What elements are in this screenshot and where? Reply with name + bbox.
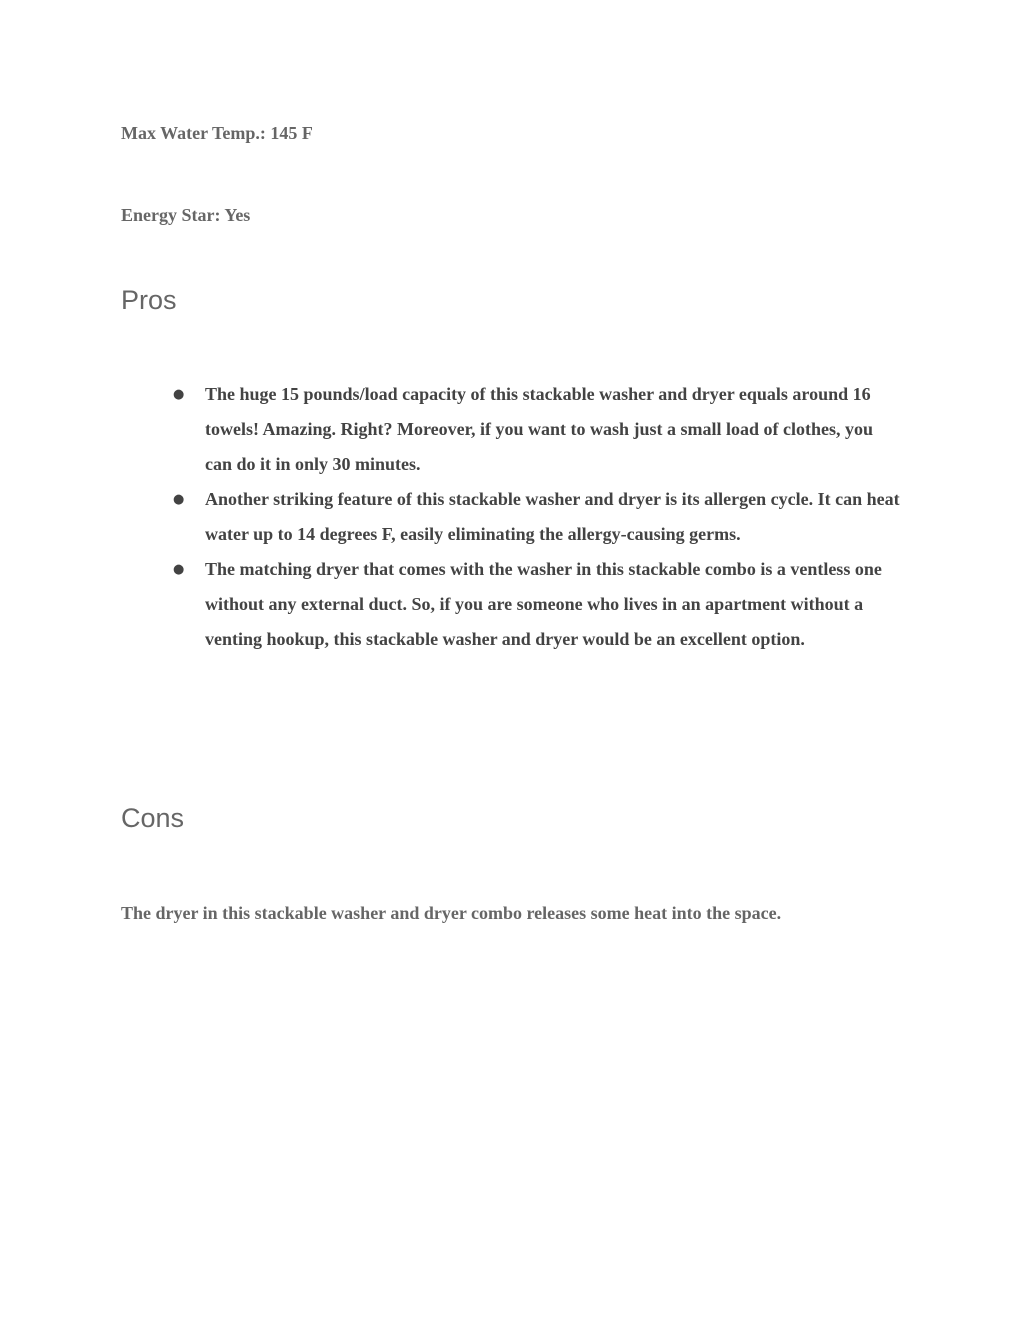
spec-energy-star: Energy Star: Yes: [121, 205, 251, 225]
bullet-icon: ●: [173, 387, 185, 402]
cons-text: The dryer in this stackable washer and dryer combo releases some heat into the space.: [121, 903, 782, 923]
pros-heading: Pros: [121, 285, 177, 315]
list-item-text: The huge 15 pounds/load capacity of this stackable washer and dryer equals around 16 towels! Amazing. Right? Moreover, if you want to wash just a small load of clothes, you can do it in only 30 minutes.: [205, 384, 873, 474]
list-item: [170, 377, 900, 482]
list-item: [170, 552, 900, 657]
cons-heading: Cons: [121, 803, 185, 833]
spec-max-water-temp: Max Water Temp.: 145 F: [121, 123, 313, 143]
list-item-text: Another striking feature of this stackable washer and dryer is its allergen cycle. It can heat water up to 14 degrees F, easily eliminating the allergy-causing germs.: [205, 489, 900, 544]
pros-list: [170, 377, 900, 657]
bullet-icon: ●: [173, 492, 185, 507]
bullet-icon: ●: [173, 562, 185, 577]
list-item-text: The matching dryer that comes with the washer in this stackable combo is a ventless one without any external duct. So, if you are someone who lives in an apartment without a venting hookup, this stackable washer and dryer would be an excellent option.: [205, 559, 882, 649]
list-item: [170, 482, 900, 552]
